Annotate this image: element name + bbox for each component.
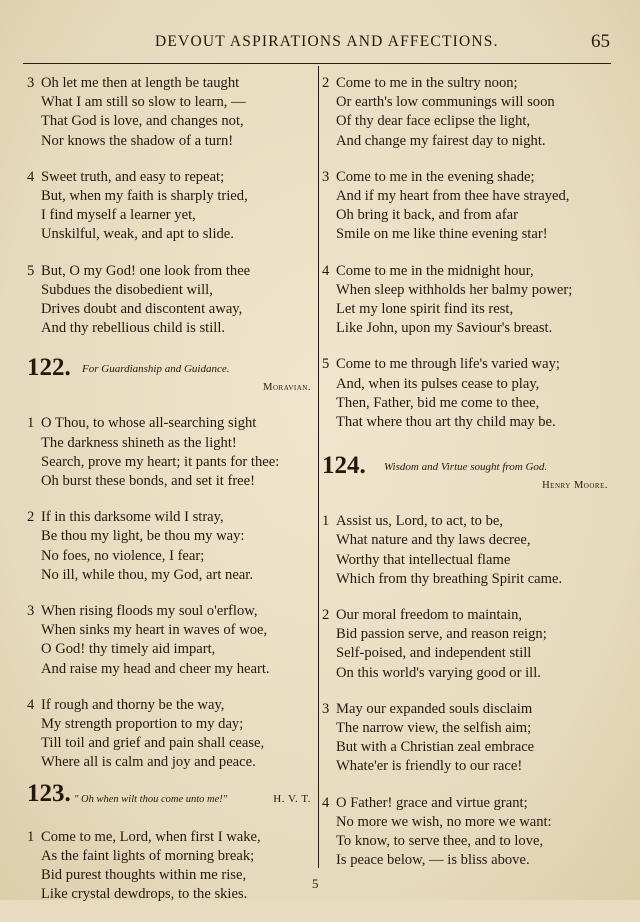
verse-line (322, 112, 614, 131)
hymn-author: H. V. T. (273, 792, 311, 805)
verse-line (27, 225, 313, 244)
verse-text: O Thou, to whose all-searching sight (41, 415, 257, 432)
verse (322, 74, 614, 151)
verse-text: Whate'er is friendly to our race! (336, 758, 523, 775)
verse-line (27, 206, 313, 225)
verse (27, 696, 313, 773)
verse-line (27, 300, 313, 319)
hymn-124-verses (322, 512, 614, 870)
verse-text: The narrow view, the selfish aim; (336, 720, 532, 737)
verse-line (322, 74, 614, 93)
verse-text: Is peace below, — is bliss above. (336, 852, 530, 869)
verse-number: 3 (322, 700, 330, 717)
verse (322, 512, 614, 589)
verse-line (322, 206, 614, 225)
verse-line (322, 700, 614, 719)
verse-text: But with a Christian zeal embrace (336, 739, 535, 756)
verse-number: 3 (27, 603, 35, 620)
hymn-number: 123. (27, 779, 71, 807)
verse-text: O God! thy timely aid impart, (41, 641, 216, 658)
verse-text: May our expanded souls disclaim (336, 700, 533, 717)
verse-text: Then, Father, bid me come to thee, (336, 394, 540, 411)
verse-text: Come to me, Lord, when first I wake, (41, 828, 261, 845)
verse-text: Search, prove my heart; it pants for thee: (41, 453, 280, 470)
verse-text: If in this darksome wild I stray, (41, 509, 224, 526)
verse-line (322, 531, 614, 550)
verse-line (27, 847, 313, 866)
verse-line (322, 625, 614, 644)
verse-line (27, 281, 313, 300)
verse-number: 4 (322, 794, 330, 811)
verse-line (322, 738, 614, 757)
verse-text: Oh bring it back, and from afar (336, 207, 518, 224)
verse-line (322, 262, 614, 281)
verse-text: What nature and thy laws decree, (336, 532, 531, 549)
verse-line (27, 696, 313, 715)
verse-line (27, 319, 313, 338)
verse-line (27, 187, 313, 206)
verse-line (322, 93, 614, 112)
verse-line (322, 413, 614, 432)
verse-line (27, 828, 313, 847)
verse-text: As the faint lights of morning break; (41, 847, 255, 864)
running-title: DEVOUT ASPIRATIONS AND AFFECTIONS. (155, 33, 499, 50)
verse-line (27, 660, 313, 679)
verse-text: Our moral freedom to maintain, (336, 607, 523, 624)
verse-line (27, 566, 313, 585)
hymn-title: Wisdom and Virtue sought from God. (384, 461, 548, 474)
verse-line (322, 757, 614, 776)
verse-line (27, 262, 313, 281)
header-rule (23, 63, 611, 64)
verse-text: Sweet truth, and easy to repeat; (41, 168, 225, 185)
verse-text: On this world's varying good or ill. (336, 664, 541, 681)
verse-text: But, O my God! one look from thee (41, 262, 251, 279)
verse-line (322, 281, 614, 300)
verse-line (27, 547, 313, 566)
verse-text: Unskilful, weak, and apt to slide. (41, 226, 234, 243)
verse-text: That where thou art thy child may be. (336, 414, 556, 431)
verse-text: Be thou my light, be thou my way: (41, 528, 245, 545)
verse-text: Worthy that intellectual flame (336, 551, 511, 568)
verse-text: And raise my head and cheer my heart. (41, 660, 270, 677)
verse-text: What I am still so slow to learn, — (41, 94, 246, 111)
hymn-author: Henry Moore. (542, 480, 608, 492)
verse-number: 1 (27, 415, 35, 432)
verse-text: Like John, upon my Saviour's breast. (336, 320, 553, 337)
verse-text: To know, to serve thee, and to love, (336, 833, 544, 850)
verse-line (322, 300, 614, 319)
hymn-122-heading (27, 354, 313, 402)
verse-text: When rising floods my soul o'erflow, (41, 603, 258, 620)
verse-line (27, 472, 313, 491)
verse-line (322, 355, 614, 374)
verse-text: Come to me in the sultry noon; (336, 75, 518, 91)
verse-text: My strength proportion to my day; (41, 716, 244, 733)
verse-line (322, 375, 614, 394)
verse-line (27, 168, 313, 187)
verse-number: 4 (27, 696, 35, 713)
verse-text: Where all is calm and joy and peace. (41, 754, 256, 771)
verse-line (322, 813, 614, 832)
verse-line (27, 508, 313, 527)
verse-line (27, 93, 313, 112)
verse-text: Nor knows the shadow of a turn! (41, 132, 234, 149)
verse-line (322, 225, 614, 244)
continued-hymn-verses (27, 74, 313, 338)
verse-line (322, 794, 614, 813)
verse-text: Come to me through life's varied way; (336, 356, 560, 373)
verse-text: The darkness shineth as the light! (41, 434, 237, 451)
verse-line (322, 851, 614, 870)
verse-text: But, when my faith is sharply tried, (41, 188, 248, 205)
verse-line (27, 132, 313, 151)
verse-line (27, 753, 313, 772)
verse (322, 168, 614, 245)
verse-line (27, 885, 313, 904)
verse-number: 4 (27, 168, 35, 185)
verse-line (27, 640, 313, 659)
verse-text: That God is love, and changes not, (41, 113, 244, 130)
verse-line (27, 866, 313, 885)
verse (27, 508, 313, 585)
verse-text: Assist us, Lord, to act, to be, (336, 513, 504, 530)
verse-line (322, 319, 614, 338)
verse (322, 606, 614, 683)
verse-line (322, 832, 614, 851)
verse-line (322, 719, 614, 738)
verse (27, 262, 313, 339)
verse (322, 700, 614, 777)
hymn-title: For Guardianship and Guidance. (82, 363, 230, 376)
verse (27, 74, 313, 151)
verse-line (322, 644, 614, 663)
hymn-author: Moravian. (263, 382, 311, 394)
page-number: 65 (591, 31, 610, 52)
hymn-123-verses (27, 828, 313, 905)
verse-text: And, when its pulses cease to play, (336, 375, 540, 392)
verse-number: 2 (322, 607, 330, 624)
verse-text: And change my fairest day to night. (336, 132, 546, 149)
verse-text: Let my lone spirit find its rest, (336, 301, 514, 318)
verse-text: No more we wish, no more we want: (336, 813, 552, 830)
hymn-122-verses (27, 414, 313, 772)
hymn-number: 124. (322, 452, 366, 480)
verse-line (27, 602, 313, 621)
verse-line (27, 715, 313, 734)
left-column (27, 74, 313, 922)
hymn-123-continued-verses (322, 74, 614, 432)
verse-text: Bid passion serve, and reason reign; (336, 626, 547, 643)
verse-number: 1 (27, 828, 35, 845)
verse-text: Or earth's low communings will soon (336, 94, 555, 111)
verse (322, 262, 614, 339)
verse (322, 355, 614, 432)
verse-text: When sinks my heart in waves of woe, (41, 622, 268, 639)
verse-text: O Father! grace and virtue grant; (336, 794, 528, 811)
verse-number: 3 (27, 75, 35, 91)
verse-line (27, 434, 313, 453)
verse-line (322, 512, 614, 531)
verse-line (322, 132, 614, 151)
verse-line (27, 527, 313, 546)
verse-text: Come to me in the evening shade; (336, 168, 535, 185)
verse-text: Oh burst these bonds, and set it free! (41, 473, 255, 490)
verse-text: Like crystal dewdrops, to the skies. (41, 886, 248, 903)
verse-text: Come to me in the midnight hour, (336, 262, 534, 279)
verse (322, 794, 614, 871)
verse-text: Oh let me then at length be taught (41, 75, 240, 91)
verse-line (27, 112, 313, 131)
verse-text: Drives doubt and discontent away, (41, 301, 243, 318)
verse-line (322, 187, 614, 206)
verse-number: 4 (322, 262, 330, 279)
verse-text: And thy rebellious child is still. (41, 320, 226, 337)
hymn-title: " Oh when wilt thou come unto me!" (74, 793, 228, 805)
verse-text: Which from thy breathing Spirit came. (336, 570, 563, 587)
verse-line (27, 621, 313, 640)
verse-line (27, 453, 313, 472)
right-column (322, 74, 614, 888)
verse-line (322, 551, 614, 570)
verse-text: If rough and thorny be the way, (41, 696, 225, 713)
verse-number: 2 (322, 75, 330, 91)
verse-number: 2 (27, 509, 35, 526)
verse-text: When sleep withholds her balmy power; (336, 281, 573, 298)
verse-text: Subdues the disobedient will, (41, 281, 213, 298)
verse-text: Till toil and grief and pain shall cease, (41, 735, 265, 752)
hymn-number: 122. (27, 354, 71, 382)
verse-line (27, 74, 313, 93)
verse (27, 828, 313, 905)
verse-line (322, 664, 614, 683)
verse-line (322, 570, 614, 589)
verse (27, 602, 313, 679)
verse-text: I find myself a learner yet, (41, 207, 196, 224)
verse-text: No foes, no violence, I fear; (41, 547, 205, 564)
verse-number: 3 (322, 168, 330, 185)
verse-text: Self-poised, and independent still (336, 645, 532, 662)
verse-number: 5 (322, 356, 330, 373)
verse-text: Smile on me like thine evening star! (336, 226, 548, 243)
column-divider (318, 66, 319, 868)
hymn-123-heading (27, 779, 313, 816)
verse-text: And if my heart from thee have strayed, (336, 188, 570, 205)
verse-line (322, 394, 614, 413)
verse (27, 414, 313, 491)
verse-line (322, 168, 614, 187)
verse-text: Bid purest thoughts within me rise, (41, 867, 247, 884)
running-header (0, 33, 640, 55)
verse-number: 5 (27, 262, 35, 279)
verse-text: No ill, while thou, my God, art near. (41, 566, 253, 583)
verse (27, 168, 313, 245)
verse-text: Of thy dear face eclipse the light, (336, 113, 531, 130)
signature-mark: 5 (312, 876, 319, 891)
verse-line (27, 414, 313, 433)
verse-line (322, 606, 614, 625)
verse-number: 1 (322, 513, 330, 530)
hymn-124-heading (322, 452, 614, 500)
verse-line (27, 734, 313, 753)
